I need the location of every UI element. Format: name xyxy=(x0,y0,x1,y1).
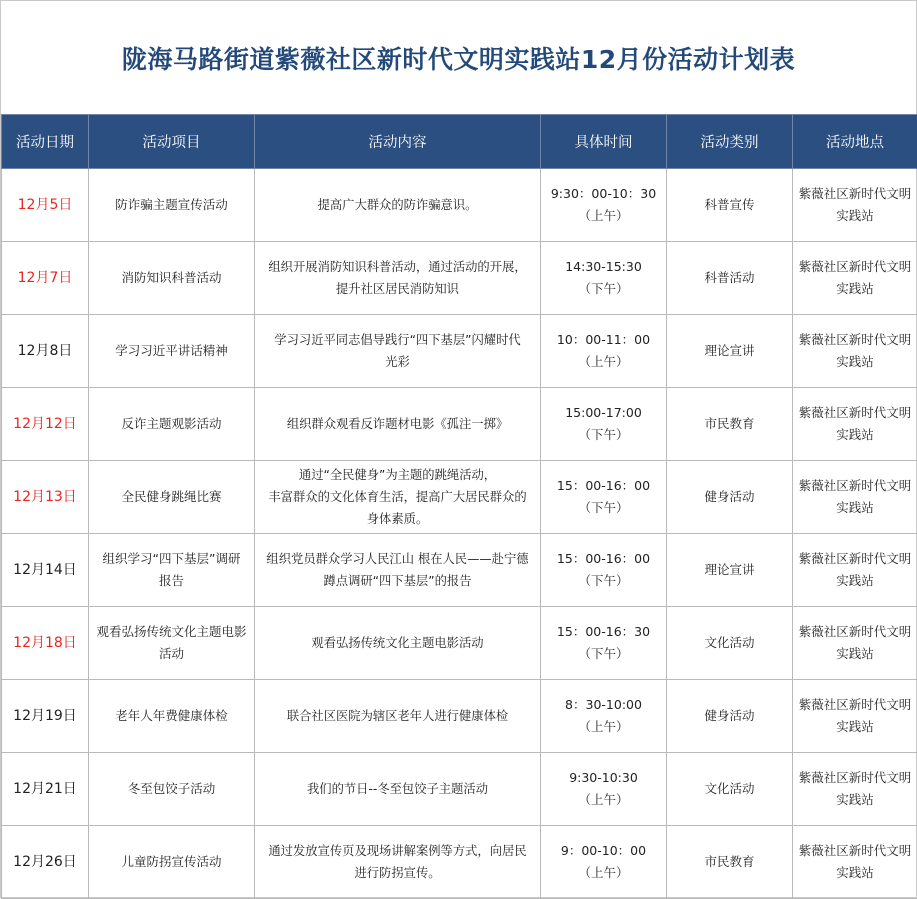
table-row xyxy=(2,315,917,388)
text-line: 我们的节日--冬至包饺子主题活动 xyxy=(259,778,536,800)
text-line: 老年人年费健康体检 xyxy=(93,705,250,727)
location-cell xyxy=(793,534,917,607)
time-cell xyxy=(541,461,667,534)
text-line: 身体素质。 xyxy=(259,508,536,530)
text-line: 实践站 xyxy=(797,497,913,519)
project-cell xyxy=(89,461,255,534)
time-cell xyxy=(541,169,667,242)
text-line: 报告 xyxy=(93,570,250,592)
text-line: 学习习近平同志倡导践行“四下基层”闪耀时代 xyxy=(259,329,536,351)
text-line: 通过“全民健身”为主题的跳绳活动， xyxy=(259,464,536,486)
project-cell xyxy=(89,388,255,461)
project-cell xyxy=(89,607,255,680)
table-row xyxy=(2,753,917,826)
text-line: 实践站 xyxy=(797,570,913,592)
date-cell: 12月5日 xyxy=(2,169,89,242)
header-location: 活动地点 xyxy=(793,115,917,169)
header-row xyxy=(2,115,917,169)
text-line: 8：30-10:00 xyxy=(545,694,662,716)
table-row xyxy=(2,607,917,680)
location-cell xyxy=(793,680,917,753)
table-row xyxy=(2,680,917,753)
sheet-title: 陇海马路街道紫薇社区新时代文明实践站12月份活动计划表 xyxy=(1,1,916,114)
text-line: （上午） xyxy=(545,862,662,884)
text-line: 光彩 xyxy=(259,351,536,373)
text-line: 实践站 xyxy=(797,716,913,738)
category-cell: 科普宣传 xyxy=(667,169,793,242)
text-line: 10：00-11：00 xyxy=(545,329,662,351)
text-line: 紫薇社区新时代文明 xyxy=(797,840,913,862)
header-project: 活动项目 xyxy=(89,115,255,169)
location-cell xyxy=(793,461,917,534)
table-row xyxy=(2,826,917,899)
project-cell xyxy=(89,315,255,388)
location-cell xyxy=(793,242,917,315)
text-line: 实践站 xyxy=(797,351,913,373)
content-cell xyxy=(255,680,541,753)
text-line: 实践站 xyxy=(797,643,913,665)
text-line: 蹲点调研“四下基层”的报告 xyxy=(259,570,536,592)
text-line: 提升社区居民消防知识 xyxy=(259,278,536,300)
text-line: 冬至包饺子活动 xyxy=(93,778,250,800)
text-line: 9:30：00-10：30 xyxy=(545,183,662,205)
text-line: 儿童防拐宣传活动 xyxy=(93,851,250,873)
text-line: 实践站 xyxy=(797,278,913,300)
text-line: （上午） xyxy=(545,789,662,811)
time-cell xyxy=(541,388,667,461)
text-line: 紫薇社区新时代文明 xyxy=(797,402,913,424)
content-cell xyxy=(255,315,541,388)
text-line: （下午） xyxy=(545,497,662,519)
category-cell: 文化活动 xyxy=(667,753,793,826)
location-cell xyxy=(793,388,917,461)
category-cell: 健身活动 xyxy=(667,680,793,753)
text-line: 实践站 xyxy=(797,862,913,884)
category-cell: 市民教育 xyxy=(667,388,793,461)
content-cell xyxy=(255,242,541,315)
location-cell xyxy=(793,607,917,680)
text-line: 丰富群众的文化体育生活，提高广大居民群众的 xyxy=(259,486,536,508)
date-cell: 12月14日 xyxy=(2,534,89,607)
text-line: 15：00-16：00 xyxy=(545,475,662,497)
text-line: （下午） xyxy=(545,643,662,665)
time-cell xyxy=(541,607,667,680)
text-line: （下午） xyxy=(545,424,662,446)
text-line: 9:30-10:30 xyxy=(545,767,662,789)
category-cell: 健身活动 xyxy=(667,461,793,534)
table-row xyxy=(2,534,917,607)
project-cell xyxy=(89,826,255,899)
project-cell xyxy=(89,753,255,826)
location-cell xyxy=(793,753,917,826)
content-cell xyxy=(255,388,541,461)
table-row xyxy=(2,388,917,461)
text-line: 提高广大群众的防诈骗意识。 xyxy=(259,194,536,216)
text-line: （上午） xyxy=(545,351,662,373)
location-cell xyxy=(793,315,917,388)
text-line: 防诈骗主题宣传活动 xyxy=(93,194,250,216)
content-cell xyxy=(255,169,541,242)
text-line: 组织学习“四下基层”调研 xyxy=(93,548,250,570)
text-line: 紫薇社区新时代文明 xyxy=(797,548,913,570)
text-line: 观看弘扬传统文化主题电影活动 xyxy=(259,632,536,654)
text-line: （下午） xyxy=(545,278,662,300)
text-line: （上午） xyxy=(545,205,662,227)
project-cell xyxy=(89,680,255,753)
text-line: 紫薇社区新时代文明 xyxy=(797,183,913,205)
category-cell: 市民教育 xyxy=(667,826,793,899)
text-line: （下午） xyxy=(545,570,662,592)
date-cell: 12月26日 xyxy=(2,826,89,899)
date-cell: 12月21日 xyxy=(2,753,89,826)
project-cell xyxy=(89,242,255,315)
content-cell xyxy=(255,607,541,680)
table-row xyxy=(2,242,917,315)
time-cell xyxy=(541,680,667,753)
date-cell: 12月19日 xyxy=(2,680,89,753)
text-line: 紫薇社区新时代文明 xyxy=(797,694,913,716)
text-line: 组织党员群众学习人民江山 根在人民——赴宁德 xyxy=(259,548,536,570)
table-row xyxy=(2,169,917,242)
content-cell xyxy=(255,753,541,826)
header-date: 活动日期 xyxy=(2,115,89,169)
time-cell xyxy=(541,315,667,388)
text-line: 组织群众观看反诈题材电影《孤注一掷》 xyxy=(259,413,536,435)
category-cell: 理论宣讲 xyxy=(667,534,793,607)
text-line: 15：00-16：30 xyxy=(545,621,662,643)
text-line: 15：00-16：00 xyxy=(545,548,662,570)
text-line: 全民健身跳绳比赛 xyxy=(93,486,250,508)
text-line: 消防知识科普活动 xyxy=(93,267,250,289)
date-cell: 12月8日 xyxy=(2,315,89,388)
content-cell xyxy=(255,461,541,534)
project-cell xyxy=(89,169,255,242)
date-cell: 12月12日 xyxy=(2,388,89,461)
text-line: 活动 xyxy=(93,643,250,665)
category-cell: 科普活动 xyxy=(667,242,793,315)
project-cell xyxy=(89,534,255,607)
text-line: 学习习近平讲话精神 xyxy=(93,340,250,362)
content-cell xyxy=(255,826,541,899)
text-line: 联合社区医院为辖区老年人进行健康体检 xyxy=(259,705,536,727)
time-cell xyxy=(541,826,667,899)
table-body xyxy=(2,169,917,899)
text-line: 紫薇社区新时代文明 xyxy=(797,621,913,643)
text-line: 实践站 xyxy=(797,205,913,227)
text-line: 紫薇社区新时代文明 xyxy=(797,767,913,789)
text-line: 紫薇社区新时代文明 xyxy=(797,256,913,278)
content-cell xyxy=(255,534,541,607)
text-line: （上午） xyxy=(545,716,662,738)
category-cell: 理论宣讲 xyxy=(667,315,793,388)
text-line: 实践站 xyxy=(797,789,913,811)
date-cell: 12月13日 xyxy=(2,461,89,534)
activity-table xyxy=(1,114,917,899)
location-cell xyxy=(793,169,917,242)
date-cell: 12月7日 xyxy=(2,242,89,315)
text-line: 实践站 xyxy=(797,424,913,446)
time-cell xyxy=(541,753,667,826)
header-content: 活动内容 xyxy=(255,115,541,169)
text-line: 观看弘扬传统文化主题电影 xyxy=(93,621,250,643)
header-category: 活动类别 xyxy=(667,115,793,169)
date-cell: 12月18日 xyxy=(2,607,89,680)
category-cell: 文化活动 xyxy=(667,607,793,680)
text-line: 反诈主题观影活动 xyxy=(93,413,250,435)
time-cell xyxy=(541,534,667,607)
text-line: 进行防拐宣传。 xyxy=(259,862,536,884)
text-line: 9：00-10：00 xyxy=(545,840,662,862)
text-line: 紫薇社区新时代文明 xyxy=(797,475,913,497)
time-cell xyxy=(541,242,667,315)
text-line: 15:00-17:00 xyxy=(545,402,662,424)
header-time: 具体时间 xyxy=(541,115,667,169)
text-line: 通过发放宣传页及现场讲解案例等方式，向居民 xyxy=(259,840,536,862)
text-line: 14:30-15:30 xyxy=(545,256,662,278)
table-row xyxy=(2,461,917,534)
text-line: 组织开展消防知识科普活动，通过活动的开展， xyxy=(259,256,536,278)
text-line: 紫薇社区新时代文明 xyxy=(797,329,913,351)
location-cell xyxy=(793,826,917,899)
